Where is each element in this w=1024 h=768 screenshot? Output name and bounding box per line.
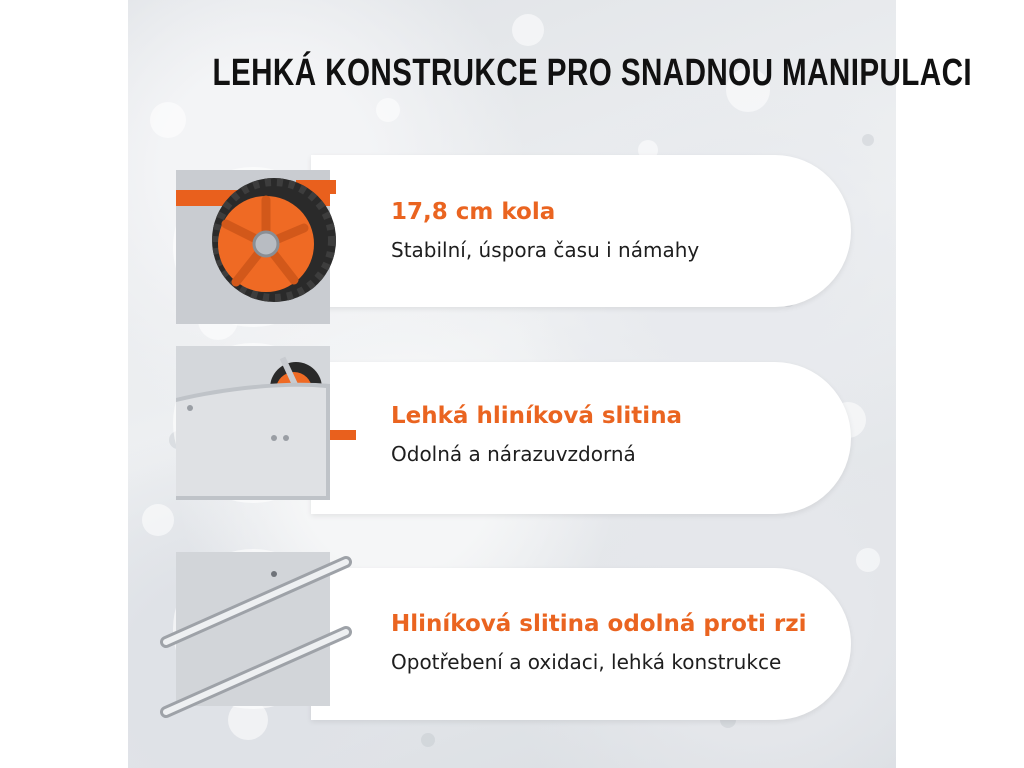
feature-title-rustproof: Hliníková slitina odolná proti rzi (391, 611, 807, 637)
snow-background (128, 0, 972, 768)
feature-title-wheels: 17,8 cm kola (391, 199, 556, 225)
page-title: LEHKÁ KONSTRUKCE PRO SNADNOU MANIPULACI (212, 52, 972, 94)
feature-subtitle-wheels: Stabilní, úspora času i námahy (391, 238, 700, 262)
feature-card-wheels (311, 155, 851, 307)
handle-icon (176, 552, 330, 706)
feature-title-alloy: Lehká hliníková slitina (391, 403, 683, 429)
wheel-icon (176, 170, 330, 324)
blade-icon (176, 346, 330, 500)
feature-subtitle-alloy: Odolná a nárazuvzdorná (391, 442, 636, 466)
feature-card-rustproof (311, 568, 851, 720)
feature-card-alloy (311, 362, 851, 514)
feature-subtitle-rustproof: Opotřebení a oxidaci, lehká konstrukce (391, 650, 782, 674)
